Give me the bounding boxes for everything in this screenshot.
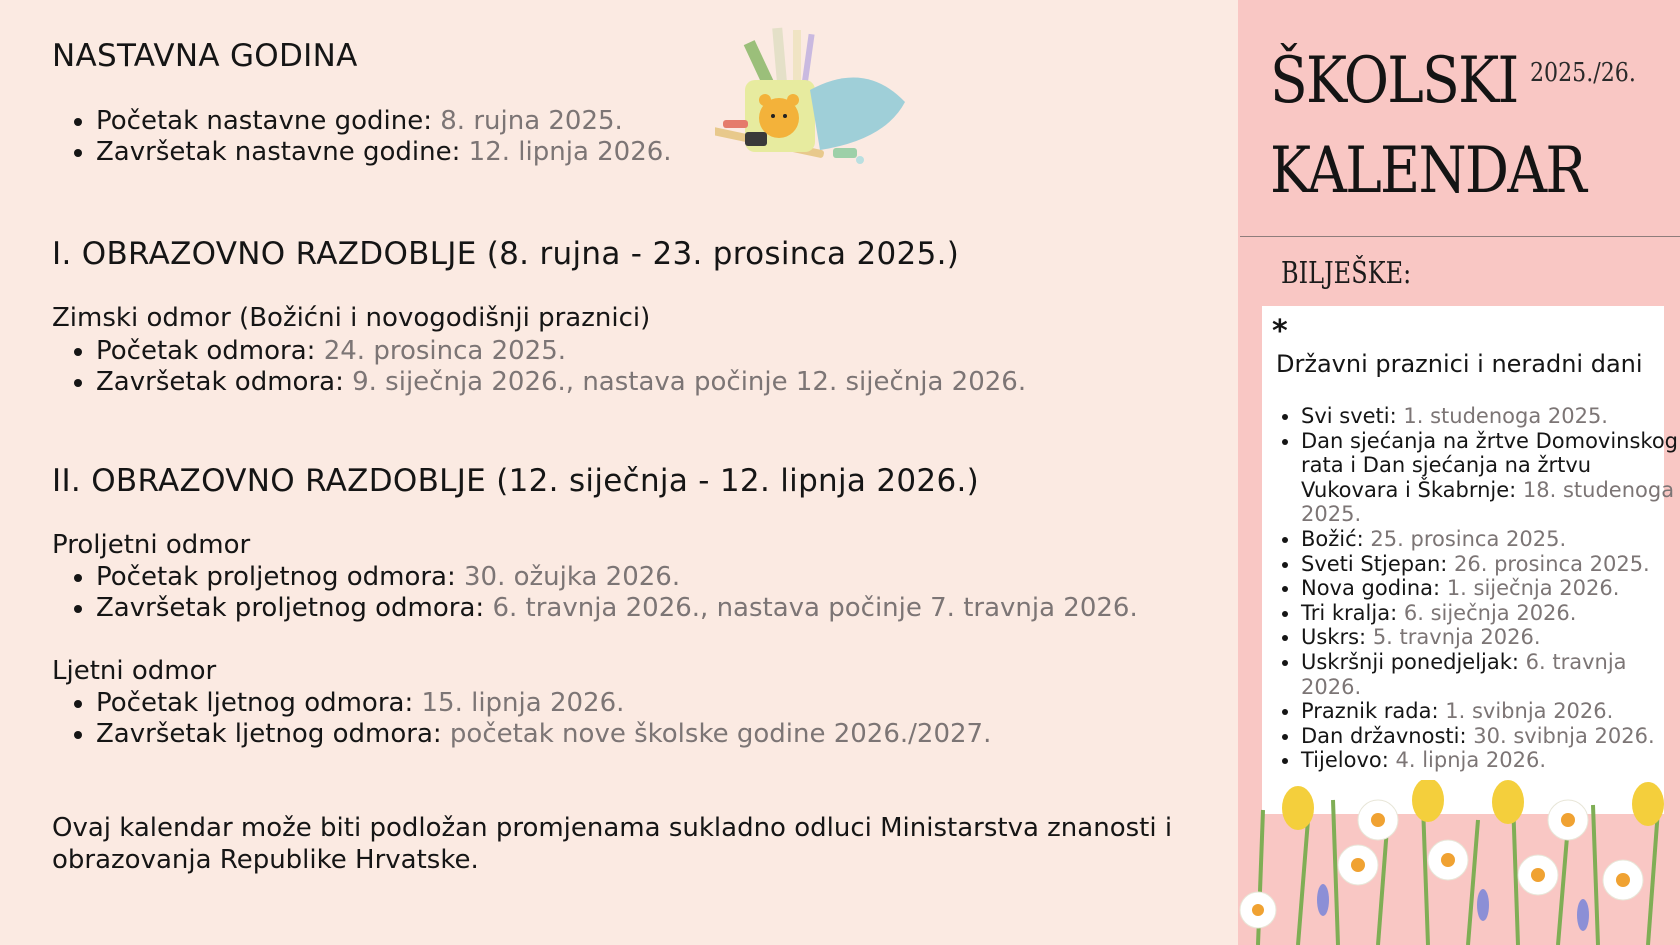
- holiday-item: • Nova godina: 1. siječnja 2026.: [1301, 576, 1680, 601]
- winter-break-title: Zimski odmor (Božićni i novogodišnji praznici): [52, 303, 651, 333]
- list-item: • Početak odmora: 24. prosinca 2025.: [96, 336, 1026, 367]
- list-item: • Završetak proljetnog odmora: 6. travnja 2026., nastava počinje 7. travnja 2026.: [96, 593, 1138, 624]
- winter-break-list: [52, 336, 1026, 398]
- list-item: • Početak nastavne godine: 8. rujna 2025.: [96, 106, 672, 137]
- divider: [1240, 236, 1680, 237]
- summer-break-title: Ljetni odmor: [52, 656, 217, 686]
- disclaimer-note: Ovaj kalendar može biti podložan promjenama sukladno odluci Ministarstva znanosti i obrazovanja Republike Hrvatske.: [52, 813, 1173, 875]
- period2-heading: II. OBRAZOVNO RAZDOBLJE (12. siječnja - 12. lipnja 2026.): [52, 463, 980, 499]
- holiday-item: • Dan državnosti: 30. svibnja 2026.: [1301, 724, 1680, 749]
- list-item: • Početak ljetnog odmora: 15. lipnja 2026.: [96, 688, 991, 719]
- pencil-case-illustration: [715, 20, 955, 190]
- period1-heading: I. OBRAZOVNO RAZDOBLJE (8. rujna - 23. prosinca 2025.): [52, 236, 960, 272]
- school-year-label: 2025./26.: [1530, 58, 1636, 88]
- title-line-1: ŠKOLSKI: [1270, 44, 1518, 118]
- holiday-item: • Tijelovo: 4. lipnja 2026.: [1301, 748, 1680, 773]
- holiday-item: • Praznik rada: 1. svibnja 2026.: [1301, 699, 1680, 724]
- holiday-item: • Sveti Stjepan: 26. prosinca 2025.: [1301, 552, 1680, 577]
- holidays-list: [1276, 404, 1680, 773]
- list-item: • Završetak nastavne godine: 12. lipnja 2026.: [96, 137, 672, 168]
- spring-break-list: [52, 562, 1138, 624]
- notes-label: BILJEŠKE:: [1281, 256, 1412, 291]
- holiday-item: • Božić: 25. prosinca 2025.: [1301, 527, 1680, 552]
- spring-break-title: Proljetni odmor: [52, 530, 251, 560]
- flowers-illustration: [1238, 780, 1680, 945]
- school-year-heading: NASTAVNA GODINA: [52, 38, 358, 74]
- holiday-item: • Uskrs: 5. travnja 2026.: [1301, 625, 1680, 650]
- list-item: • Završetak odmora: 9. siječnja 2026., nastava počinje 12. siječnja 2026.: [96, 367, 1026, 398]
- holiday-item: • Dan sjećanja na žrtve Domovinskog rata i Dan sjećanja na žrtvu Vukovara i Škabrnje: 18. studenoga 2025.: [1301, 429, 1680, 527]
- holiday-item: • Tri kralja: 6. siječnja 2026.: [1301, 601, 1680, 626]
- list-item: • Završetak ljetnog odmora: početak nove školske godine 2026./2027.: [96, 719, 991, 750]
- school-year-list: [52, 106, 672, 168]
- holiday-item: • Uskršnji ponedjeljak: 6. travnja 2026.: [1301, 650, 1680, 699]
- holidays-title: Državni praznici i neradni dani: [1276, 350, 1643, 378]
- summer-break-list: [52, 688, 991, 750]
- title-line-2: KALENDAR: [1270, 134, 1586, 208]
- asterisk-icon: *: [1272, 314, 1288, 349]
- holiday-item: • Svi sveti: 1. studenoga 2025.: [1301, 404, 1680, 429]
- list-item: • Početak proljetnog odmora: 30. ožujka 2026.: [96, 562, 1138, 593]
